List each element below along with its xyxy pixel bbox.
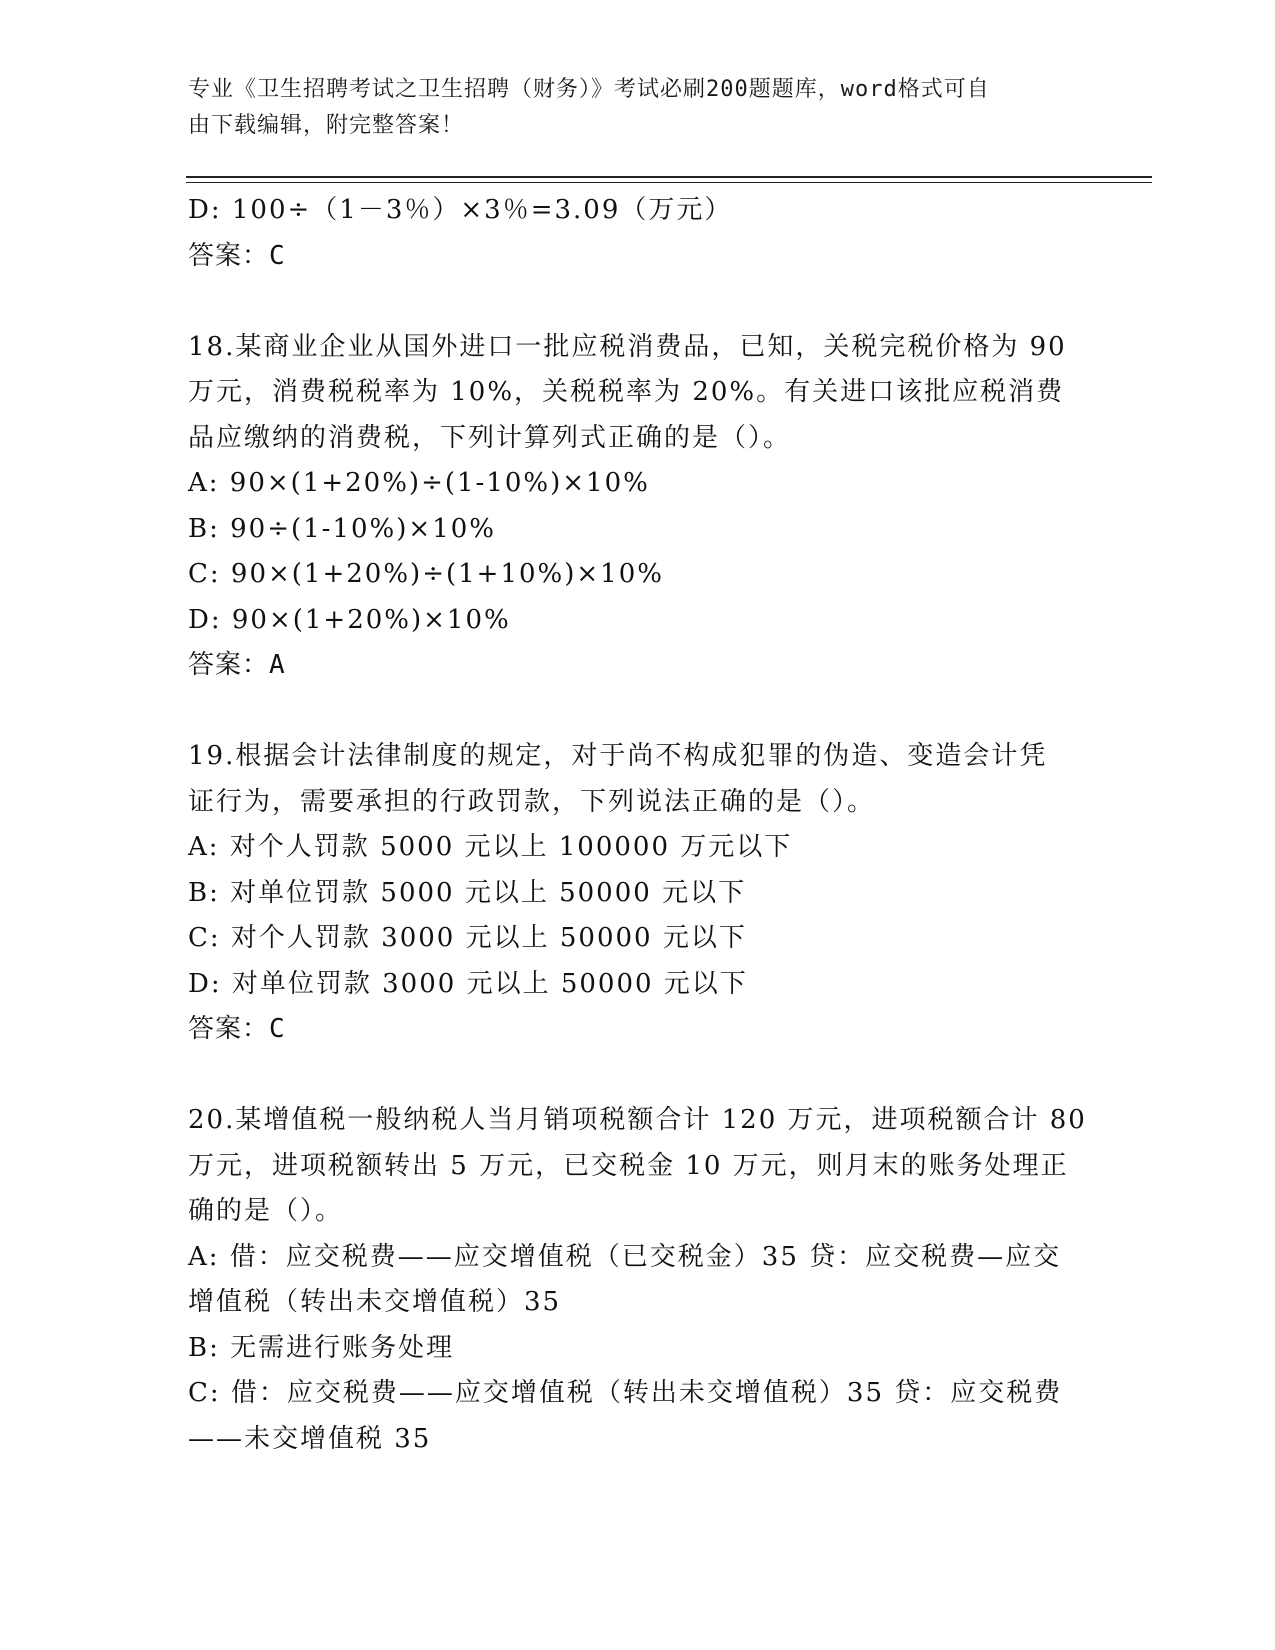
q18-stem-line: 万元，消费税税率为 10%，关税税率为 20%。有关进口该批应税消费	[188, 377, 1065, 407]
document-body	[188, 188, 1088, 1462]
q19-stem-line: 证行为，需要承担的行政罚款，下列说法正确的是（）。	[188, 786, 876, 817]
q18-option-d: D: 90×(1+20%)×10%	[188, 604, 511, 635]
q19-option-d: D: 对单位罚款 3000 元以上 50000 元以下	[188, 968, 748, 999]
question-20	[188, 1098, 1088, 1462]
q19-option-a: A: 对个人罚款 5000 元以上 100000 万元以下	[188, 832, 793, 862]
spacer	[188, 279, 1088, 325]
spacer	[188, 1053, 1088, 1099]
page-header	[188, 72, 1068, 144]
q20-option-c-line: ——未交增值税 35	[188, 1423, 432, 1454]
q20-option-b: B: 无需进行账务处理	[188, 1332, 455, 1363]
q18-option-a: A: 90×(1+20%)÷(1-10%)×10%	[188, 468, 650, 498]
q20-option-a-line: A: 借：应交税费——应交增值税（已交税金）35 贷：应交税费—应交	[188, 1241, 1062, 1272]
q19-option-b: B: 对单位罚款 5000 元以上 50000 元以下	[188, 877, 747, 908]
q20-option-a-line: 增值税（转出未交增值税）35	[188, 1287, 562, 1317]
q19-stem-line: 19.根据会计法律制度的规定，对于尚不构成犯罪的伪造、变造会计凭	[188, 741, 1048, 771]
q18-stem-line: 品应缴纳的消费税，下列计算列式正确的是（）。	[188, 422, 792, 453]
header-divider-thick	[186, 176, 1152, 178]
q19-answer: 答案：C	[188, 1014, 286, 1044]
q19-option-c: C: 对个人罚款 3000 元以上 50000 元以下	[188, 923, 747, 953]
q17-option-d: D: 100÷（1－3％）×3％=3.09（万元）	[188, 195, 733, 225]
q18-answer: 答案：A	[188, 650, 286, 680]
q18-option-b: B: 90÷(1-10%)×10%	[188, 513, 496, 544]
question-18	[188, 325, 1088, 689]
question-19	[188, 734, 1088, 1053]
q20-stem-line: 20.某增值税一般纳税人当月销项税额合计 120 万元，进项税额合计 80	[188, 1105, 1087, 1135]
header-line-2: 由下载编辑，附完整答案！	[188, 113, 465, 138]
spacer	[188, 689, 1088, 735]
q17-answer: 答案：C	[188, 240, 286, 271]
header-divider-thin	[186, 182, 1152, 183]
q18-option-c: C: 90×(1+20%)÷(1+10%)×10%	[188, 559, 664, 589]
question-17-tail	[188, 188, 1088, 279]
header-line-1: 专业《卫生招聘考试之卫生招聘（财务）》考试必刷200题题库，word格式可自	[188, 77, 990, 102]
q20-stem-line: 万元，进项税额转出 5 万元，已交税金 10 万元，则月末的账务处理正	[188, 1150, 1069, 1181]
q20-option-c-line: C: 借：应交税费——应交增值税（转出未交增值税）35 贷：应交税费	[188, 1378, 1063, 1408]
q20-stem-line: 确的是（）。	[188, 1196, 344, 1226]
q18-stem-line: 18.某商业企业从国外进口一批应税消费品，已知，关税完税价格为 90	[188, 331, 1067, 362]
